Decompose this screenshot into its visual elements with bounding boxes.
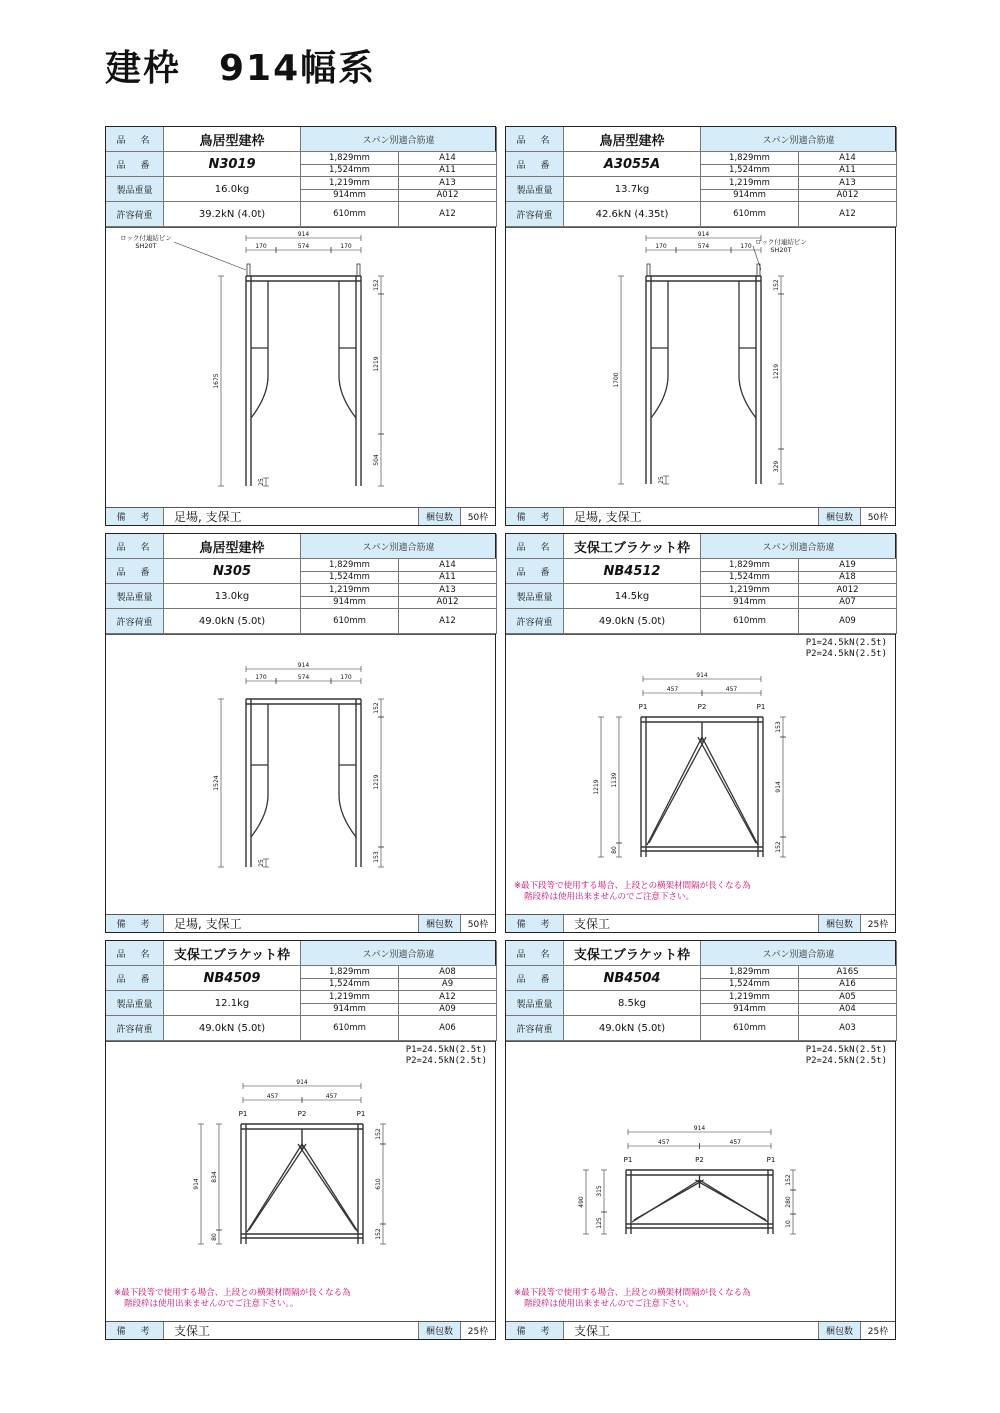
diagonal-brace bbox=[302, 1144, 358, 1232]
diagonal-brace bbox=[634, 1180, 704, 1220]
drawing-area bbox=[106, 1042, 495, 1323]
remarks-value: 支保工 bbox=[164, 1322, 419, 1339]
span-length: 1,829mm bbox=[701, 559, 799, 572]
brace-code: A18 bbox=[799, 572, 897, 585]
label-weight: 製品重量 bbox=[506, 177, 564, 202]
diagonal-brace bbox=[649, 737, 706, 843]
inner-leg-left bbox=[251, 281, 268, 418]
dimension-label: 1524 bbox=[213, 775, 220, 791]
drawing-area bbox=[506, 635, 895, 916]
lock-pin bbox=[647, 264, 650, 276]
product-load: 49.0kN (5.0t) bbox=[164, 1016, 301, 1041]
product-name: 鳥居型建枠 bbox=[564, 127, 701, 152]
label-remarks: 備 考 bbox=[106, 1322, 164, 1339]
dimension-label: 1219 bbox=[373, 356, 380, 372]
label-weight: 製品重量 bbox=[506, 991, 564, 1016]
label-packing: 梱包数 bbox=[419, 508, 461, 525]
brace-code: A12 bbox=[399, 202, 497, 227]
load-point-label: P1 bbox=[238, 1110, 248, 1118]
span-length: 914mm bbox=[701, 597, 799, 610]
dimension-label: 170 bbox=[255, 674, 267, 681]
span-length: 1,524mm bbox=[701, 165, 799, 178]
dimension-label: 914 bbox=[693, 1125, 706, 1132]
remarks-row bbox=[506, 507, 895, 525]
span-length: 1,219mm bbox=[301, 991, 399, 1004]
brace-code: A09 bbox=[399, 1004, 497, 1017]
dimension-label: 1675 bbox=[213, 373, 220, 389]
inner-leg-left bbox=[251, 704, 268, 837]
caution-line: 階段枠は使用出来ませんのでご注意下さい。 bbox=[524, 1299, 695, 1309]
lock-pin bbox=[357, 264, 360, 276]
product-code: N305 bbox=[164, 559, 301, 584]
label-remarks: 備 考 bbox=[506, 508, 564, 525]
span-length: 1,524mm bbox=[701, 979, 799, 992]
dimension-label: 80 bbox=[611, 846, 618, 854]
dimension-label: 25 bbox=[258, 478, 265, 486]
label-number: 品 番 bbox=[506, 559, 564, 584]
label-number: 品 番 bbox=[506, 152, 564, 177]
label-weight: 製品重量 bbox=[106, 991, 164, 1016]
diagonal-brace bbox=[247, 1144, 302, 1232]
frame-drawing bbox=[213, 662, 384, 867]
caution-line: ※最下段等で使用する場合、上段との横架材間隔が長くなる為 bbox=[114, 1288, 351, 1298]
dimension-label: 1139 bbox=[611, 772, 618, 788]
product-load: 49.0kN (5.0t) bbox=[164, 609, 301, 634]
diagonal-brace bbox=[696, 1180, 767, 1220]
frame-drawing bbox=[120, 231, 384, 486]
dimension-label: 574 bbox=[297, 674, 310, 681]
remarks-row bbox=[106, 914, 495, 932]
label-remarks: 備 考 bbox=[106, 508, 164, 525]
remarks-row bbox=[506, 1321, 895, 1339]
product-weight: 13.0kg bbox=[164, 584, 301, 609]
remarks-value: 足場, 支保工 bbox=[164, 508, 419, 525]
product-name: 鳥居型建枠 bbox=[164, 534, 301, 559]
span-header: スパン別適合筋違 bbox=[701, 534, 897, 559]
load-point-label: P2 bbox=[695, 1156, 704, 1164]
brace-code: A13 bbox=[399, 177, 497, 190]
product-load: 39.2kN (4.0t) bbox=[164, 202, 301, 227]
packing-value: 50枠 bbox=[861, 508, 895, 525]
remarks-value: 足場, 支保工 bbox=[164, 915, 419, 932]
dimension-label: 329 bbox=[773, 460, 780, 473]
inner-leg-left bbox=[651, 281, 668, 418]
span-length: 1,219mm bbox=[301, 584, 399, 597]
bracket-drawing bbox=[193, 1079, 386, 1244]
load-spec bbox=[406, 1045, 487, 1067]
caution-line: ※最下段等で使用する場合、上段との横架材間隔が長くなる為 bbox=[514, 881, 751, 891]
brace-code: A12 bbox=[399, 609, 497, 634]
product-card bbox=[105, 533, 496, 933]
span-length: 914mm bbox=[301, 190, 399, 203]
dimension-label: 152 bbox=[373, 279, 380, 291]
spec-table bbox=[506, 941, 895, 1042]
dimension-label: 457 bbox=[325, 1093, 338, 1100]
packing-value: 50枠 bbox=[461, 508, 495, 525]
caution-line: ※最下段等で使用する場合、上段との横架材間隔が長くなる為 bbox=[514, 1288, 751, 1298]
dimension-label: 1219 bbox=[773, 363, 780, 380]
dimension-label: 170 bbox=[255, 243, 267, 250]
remarks-value: 支保工 bbox=[564, 915, 819, 932]
span-length: 610mm bbox=[701, 1016, 799, 1041]
caution-line: 階段枠は使用出来ませんのでご注意下さい。 bbox=[524, 892, 695, 902]
brace-code: A16S bbox=[799, 966, 897, 979]
product-name: 支保工ブラケット枠 bbox=[164, 941, 301, 966]
span-length: 1,219mm bbox=[301, 177, 399, 190]
lock-pin-label: ロック付連結ピン bbox=[755, 238, 807, 246]
span-length: 1,524mm bbox=[301, 572, 399, 585]
product-weight: 8.5kg bbox=[564, 991, 701, 1016]
load-point-label: P1 bbox=[638, 703, 648, 711]
brace-code: A05 bbox=[799, 991, 897, 1004]
product-load: 49.0kN (5.0t) bbox=[564, 1016, 701, 1041]
brace-code: A012 bbox=[799, 190, 897, 203]
label-number: 品 番 bbox=[506, 966, 564, 991]
product-code: N3019 bbox=[164, 152, 301, 177]
span-length: 1,829mm bbox=[301, 559, 399, 572]
dimension-label: 153 bbox=[775, 721, 782, 733]
dimension-label: 457 bbox=[658, 1139, 670, 1146]
lock-pin-label: ロック付連結ピン bbox=[120, 234, 172, 242]
diagonal-brace bbox=[249, 1144, 306, 1230]
span-length: 610mm bbox=[301, 202, 399, 227]
load-value: P2=24.5kN(2.5t) bbox=[405, 1056, 487, 1066]
label-load: 許容荷重 bbox=[506, 609, 564, 634]
span-length: 914mm bbox=[701, 190, 799, 203]
diagonal-brace bbox=[647, 737, 702, 845]
dimension-label: 152 bbox=[373, 702, 380, 714]
brace-code: A14 bbox=[799, 152, 897, 165]
label-name: 品 名 bbox=[506, 127, 564, 152]
brace-code: A19 bbox=[799, 559, 897, 572]
packing-value: 25枠 bbox=[861, 915, 895, 932]
product-card bbox=[505, 126, 896, 526]
diagonal-brace bbox=[298, 1144, 356, 1230]
inner-leg-right bbox=[739, 281, 756, 418]
dimension-label: 574 bbox=[297, 243, 310, 250]
span-header: スパン別適合筋違 bbox=[301, 127, 497, 152]
label-name: 品 名 bbox=[106, 127, 164, 152]
load-value: P1=24.5kN(2.5t) bbox=[805, 1045, 887, 1055]
bracket-drawing bbox=[593, 672, 786, 857]
drawing-area bbox=[506, 228, 895, 509]
product-card bbox=[505, 940, 896, 1340]
dimension-label: 914 bbox=[297, 231, 310, 238]
packing-value: 50枠 bbox=[461, 915, 495, 932]
technical-drawing bbox=[506, 228, 894, 509]
brace-code: A12 bbox=[799, 202, 897, 227]
brace-code: A09 bbox=[799, 609, 897, 634]
dimension-label: 80 bbox=[211, 1233, 218, 1241]
dimension-label: 153 bbox=[373, 851, 380, 863]
product-name: 支保工ブラケット枠 bbox=[564, 941, 701, 966]
span-length: 610mm bbox=[701, 202, 799, 227]
remarks-row bbox=[506, 914, 895, 932]
dimension-label: 457 bbox=[666, 686, 679, 693]
span-length: 610mm bbox=[301, 609, 399, 634]
brace-code: A012 bbox=[399, 190, 497, 203]
label-name: 品 名 bbox=[506, 534, 564, 559]
span-length: 1,219mm bbox=[701, 584, 799, 597]
label-load: 許容荷重 bbox=[506, 202, 564, 227]
load-spec bbox=[806, 1045, 887, 1067]
lock-pin-model: SH20T bbox=[135, 242, 157, 250]
remarks-value: 足場, 支保工 bbox=[564, 508, 819, 525]
inner-leg-right bbox=[339, 281, 356, 418]
product-weight: 12.1kg bbox=[164, 991, 301, 1016]
product-code: NB4512 bbox=[564, 559, 701, 584]
product-code: A3055A bbox=[564, 152, 701, 177]
label-weight: 製品重量 bbox=[106, 584, 164, 609]
dimension-label: 610 bbox=[375, 1178, 382, 1190]
lock-pin bbox=[247, 264, 250, 276]
load-point-label: P2 bbox=[697, 703, 707, 711]
label-number: 品 番 bbox=[106, 966, 164, 991]
dimension-label: 170 bbox=[340, 243, 352, 250]
brace-code: A012 bbox=[799, 584, 897, 597]
label-load: 許容荷重 bbox=[106, 1016, 164, 1041]
load-value: P1=24.5kN(2.5t) bbox=[805, 638, 887, 648]
dimension-label: 152 bbox=[785, 1174, 792, 1186]
dimension-label: 170 bbox=[340, 674, 352, 681]
remarks-row bbox=[106, 507, 495, 525]
span-length: 1,829mm bbox=[301, 152, 399, 165]
lock-pin-model: SH20T bbox=[770, 246, 792, 254]
technical-drawing bbox=[506, 1042, 894, 1323]
label-load: 許容荷重 bbox=[506, 1016, 564, 1041]
load-value: P2=24.5kN(2.5t) bbox=[805, 649, 887, 659]
span-length: 1,829mm bbox=[701, 966, 799, 979]
span-length: 914mm bbox=[301, 597, 399, 610]
label-remarks: 備 考 bbox=[506, 915, 564, 932]
brace-code: A12 bbox=[399, 991, 497, 1004]
product-card bbox=[105, 940, 496, 1340]
label-weight: 製品重量 bbox=[106, 177, 164, 202]
remarks-row bbox=[106, 1321, 495, 1339]
dimension-label: 1219 bbox=[593, 779, 600, 795]
load-point-label: P2 bbox=[297, 1110, 307, 1118]
dimension-label: 152 bbox=[375, 1128, 382, 1140]
technical-drawing bbox=[106, 635, 494, 916]
dimension-label: 170 bbox=[655, 243, 667, 250]
brace-code: A11 bbox=[399, 572, 497, 585]
spec-table bbox=[106, 941, 495, 1042]
dimension-label: 10 bbox=[785, 1220, 792, 1228]
product-name: 支保工ブラケット枠 bbox=[564, 534, 701, 559]
product-code: NB4504 bbox=[564, 966, 701, 991]
load-point-label: P1 bbox=[356, 1110, 366, 1118]
brace-code: A012 bbox=[399, 597, 497, 610]
span-length: 610mm bbox=[301, 1016, 399, 1041]
dimension-label: 25 bbox=[658, 476, 665, 484]
brace-code: A03 bbox=[799, 1016, 897, 1041]
label-packing: 梱包数 bbox=[819, 915, 861, 932]
caution-note bbox=[514, 881, 751, 903]
brace-code: A08 bbox=[399, 966, 497, 979]
span-length: 1,829mm bbox=[301, 966, 399, 979]
drawing-area bbox=[106, 228, 495, 509]
label-remarks: 備 考 bbox=[506, 1322, 564, 1339]
load-point-label: P1 bbox=[766, 1156, 776, 1164]
span-header: スパン別適合筋違 bbox=[301, 534, 497, 559]
diagonal-brace bbox=[698, 737, 756, 843]
label-name: 品 名 bbox=[106, 941, 164, 966]
dimension-label: 1700 bbox=[613, 372, 620, 388]
product-code: NB4509 bbox=[164, 966, 301, 991]
dimension-label: 315 bbox=[596, 1185, 603, 1197]
brace-code: A07 bbox=[799, 597, 897, 610]
brace-code: A14 bbox=[399, 559, 497, 572]
span-length: 1,219mm bbox=[701, 177, 799, 190]
product-weight: 13.7kg bbox=[564, 177, 701, 202]
dimension-label: 457 bbox=[725, 686, 738, 693]
load-point-label: P1 bbox=[623, 1156, 633, 1164]
product-card bbox=[505, 533, 896, 933]
label-load: 許容荷重 bbox=[106, 202, 164, 227]
product-load: 49.0kN (5.0t) bbox=[564, 609, 701, 634]
product-weight: 14.5kg bbox=[564, 584, 701, 609]
span-header: スパン別適合筋違 bbox=[701, 127, 897, 152]
load-spec bbox=[806, 638, 887, 660]
brace-code: A16 bbox=[799, 979, 897, 992]
brace-code: A14 bbox=[399, 152, 497, 165]
dimension-label: 457 bbox=[729, 1139, 741, 1146]
product-weight: 16.0kg bbox=[164, 177, 301, 202]
dimension-label: 834 bbox=[211, 1171, 218, 1183]
dimension-label: 125 bbox=[596, 1217, 603, 1229]
packing-value: 25枠 bbox=[461, 1322, 495, 1339]
label-weight: 製品重量 bbox=[506, 584, 564, 609]
label-load: 許容荷重 bbox=[106, 609, 164, 634]
product-card bbox=[105, 126, 496, 526]
drawing-area bbox=[106, 635, 495, 916]
label-name: 品 名 bbox=[106, 534, 164, 559]
span-length: 1,524mm bbox=[301, 165, 399, 178]
dimension-label: 914 bbox=[297, 662, 310, 669]
label-packing: 梱包数 bbox=[819, 508, 861, 525]
dimension-label: 490 bbox=[578, 1196, 585, 1208]
brace-code: A06 bbox=[399, 1016, 497, 1041]
dimension-label: 914 bbox=[697, 231, 710, 238]
dimension-label: 152 bbox=[775, 841, 782, 853]
span-length: 610mm bbox=[701, 609, 799, 634]
caution-line: 階段枠は使用出来ませんのでご注意下さい。。 bbox=[124, 1299, 299, 1309]
dimension-label: 25 bbox=[258, 859, 265, 867]
dimension-label: 152 bbox=[375, 1228, 382, 1240]
packing-value: 25枠 bbox=[861, 1322, 895, 1339]
drawing-area bbox=[506, 1042, 895, 1323]
page-title: 建枠 914幅系 bbox=[105, 48, 377, 89]
dimension-label: 1219 bbox=[373, 774, 380, 790]
load-value: P2=24.5kN(2.5t) bbox=[805, 1056, 887, 1066]
brace-code: A13 bbox=[399, 584, 497, 597]
brace-code: A04 bbox=[799, 1004, 897, 1017]
technical-drawing bbox=[106, 228, 494, 509]
product-load: 42.6kN (4.35t) bbox=[564, 202, 701, 227]
caution-note bbox=[114, 1288, 351, 1310]
dimension-label: 914 bbox=[193, 1178, 200, 1190]
brace-code: A9 bbox=[399, 979, 497, 992]
load-value: P1=24.5kN(2.5t) bbox=[405, 1045, 487, 1055]
load-point-label: P1 bbox=[756, 703, 766, 711]
dimension-label: 574 bbox=[697, 243, 710, 250]
dimension-label: 457 bbox=[266, 1093, 279, 1100]
spec-table bbox=[106, 127, 495, 228]
leader-line bbox=[174, 242, 246, 270]
technical-drawing bbox=[506, 635, 894, 916]
technical-drawing bbox=[106, 1042, 494, 1323]
label-number: 品 番 bbox=[106, 152, 164, 177]
dimension-label: 280 bbox=[785, 1196, 792, 1208]
caution-note bbox=[514, 1288, 751, 1310]
dimension-label: 914 bbox=[696, 672, 708, 679]
spec-table bbox=[506, 127, 895, 228]
label-packing: 梱包数 bbox=[819, 1322, 861, 1339]
product-name: 鳥居型建枠 bbox=[164, 127, 301, 152]
label-packing: 梱包数 bbox=[419, 915, 461, 932]
span-length: 1,524mm bbox=[301, 979, 399, 992]
span-length: 1,219mm bbox=[701, 991, 799, 1004]
label-packing: 梱包数 bbox=[419, 1322, 461, 1339]
span-length: 1,829mm bbox=[701, 152, 799, 165]
dimension-label: 504 bbox=[373, 454, 380, 466]
brace-code: A11 bbox=[399, 165, 497, 178]
label-number: 品 番 bbox=[106, 559, 164, 584]
spec-table bbox=[506, 534, 895, 635]
span-header: スパン別適合筋違 bbox=[701, 941, 897, 966]
brace-code: A13 bbox=[799, 177, 897, 190]
dimension-label: 914 bbox=[296, 1079, 308, 1086]
span-length: 1,524mm bbox=[701, 572, 799, 585]
frame-drawing bbox=[613, 231, 807, 484]
span-header: スパン別適合筋違 bbox=[301, 941, 497, 966]
spec-table bbox=[106, 534, 495, 635]
span-length: 914mm bbox=[301, 1004, 399, 1017]
dimension-label: 170 bbox=[740, 243, 752, 250]
diagonal-brace bbox=[702, 737, 758, 845]
brace-code: A11 bbox=[799, 165, 897, 178]
remarks-value: 支保工 bbox=[564, 1322, 819, 1339]
bracket-drawing bbox=[578, 1125, 796, 1234]
span-length: 914mm bbox=[701, 1004, 799, 1017]
inner-leg-right bbox=[339, 704, 356, 837]
label-remarks: 備 考 bbox=[106, 915, 164, 932]
label-name: 品 名 bbox=[506, 941, 564, 966]
dimension-label: 914 bbox=[775, 781, 782, 793]
dimension-label: 152 bbox=[773, 279, 780, 291]
